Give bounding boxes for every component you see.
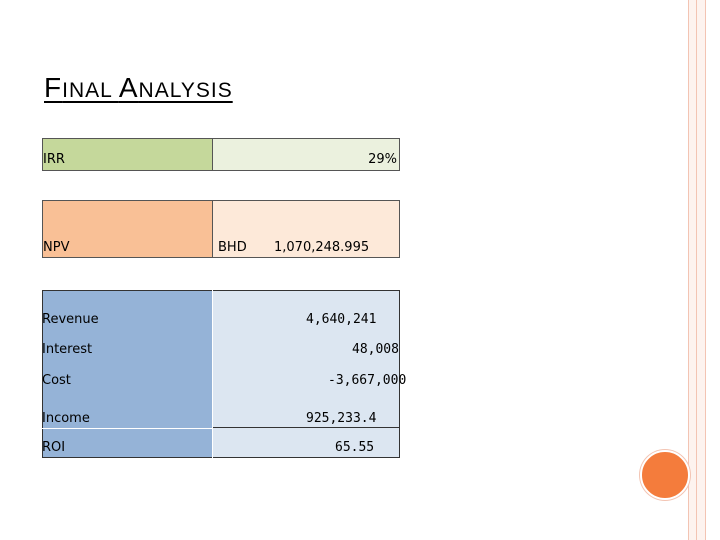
irr-value: 29% — [368, 152, 397, 167]
decorative-side-band — [688, 0, 706, 540]
revenue-label: Revenue — [42, 312, 99, 327]
irr-label-cell — [42, 138, 212, 171]
income-separator — [42, 428, 212, 429]
npv-label-cell — [42, 200, 212, 258]
roi-value: 65.55 — [335, 440, 375, 455]
summary-left-gap — [212, 290, 213, 458]
revenue-value: 4,640,241 — [306, 312, 377, 327]
income-value: 925,233.4 — [306, 411, 377, 426]
decorative-circle — [640, 450, 690, 500]
npv-currency: BHD — [218, 240, 247, 255]
summary-value-column — [212, 290, 400, 428]
roi-label: ROI — [42, 440, 66, 455]
irr-value-cell — [212, 138, 400, 171]
npv-value: 1,070,248.995 — [274, 240, 370, 255]
cost-value: -3,667,000 — [328, 373, 407, 388]
income-label: Income — [42, 411, 90, 426]
decorative-side-line — [696, 0, 697, 540]
cost-label: Cost — [42, 373, 71, 388]
irr-label: IRR — [43, 152, 65, 167]
npv-value-cell — [212, 200, 400, 258]
page-title: FINAL ANALYSIS — [44, 72, 233, 103]
interest-value: 48,008 — [352, 342, 399, 357]
npv-label: NPV — [43, 240, 70, 255]
interest-label: Interest — [42, 342, 93, 357]
